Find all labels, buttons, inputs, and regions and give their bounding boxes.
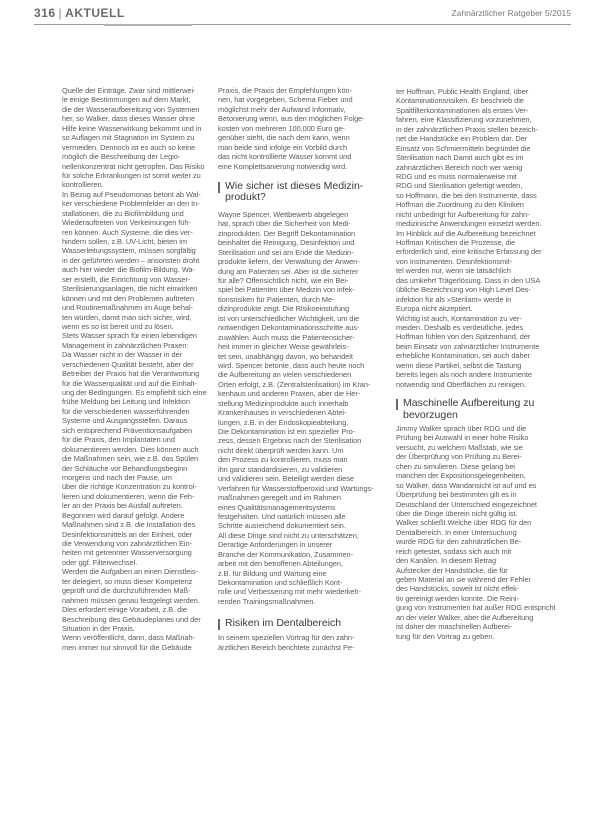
text-line: Dies erfordert einige Vorarbeit, z.B. die (62, 605, 187, 615)
text-line: frühe Meldung bei Leitung und Infektion (62, 397, 190, 407)
text-line: Überprüfung bei bestimmten gilt es in (396, 490, 517, 500)
text-line: Wasserleitungssystem, müssen sorgfältig (62, 246, 196, 256)
text-line: Aufstecker der Handstücke, die für (396, 565, 508, 575)
heading-line: bevorzugen (403, 408, 458, 421)
heading-line: produkt? (225, 191, 266, 204)
text-line: Betonierung wenn, aus den möglichen Folge- (218, 114, 365, 124)
text-line: möglich die Beschreibung der Legio- (62, 152, 181, 162)
heading-marker (396, 399, 398, 410)
text-line: zahnärztlichen Bereich noch wer wenig (396, 162, 523, 172)
text-line: geben Material an sie während der Fehler (396, 575, 531, 584)
text-line: Orten erfolgt, z.B. (Zentralsterilisation) im Kran- (218, 379, 371, 389)
text-line: eines Qualitätsmanagementsystems (218, 502, 336, 512)
text-line: nicht unbedingt für Aufbereitung für zahn- (396, 209, 530, 219)
text-line: ter delegiert, so muss dieser Kompetenz (62, 576, 193, 586)
text-line: notwendigen Dekontaminationsschritte aus- (218, 323, 360, 333)
text-line: notwendig sind Oberflächen zu reinigen. (396, 379, 526, 389)
text-line: Wayne Spencer, Wettbewerb abgelegen (218, 209, 349, 219)
text-line: in der geführten werden – ansonsten droht (62, 255, 200, 265)
text-line: stellung Medizinprodukte auch innerhalb (218, 398, 349, 408)
text-line: so Walker, dass Wandansicht ist auf und es (396, 480, 537, 490)
heading-text (225, 181, 363, 204)
text-line: können und mit den Problemen auftreten (62, 293, 195, 303)
column-3-text-body (396, 424, 568, 641)
text-line: nahmen müssen genau festgelegt werden. (62, 595, 200, 605)
text-line: so Hoffmann, die bei den Instrumente, dass (396, 190, 537, 200)
text-line: gung von Instrumenten hat außer RDG entspricht (396, 603, 556, 613)
header-separator: | (58, 6, 63, 20)
text-line: Beschreibung des Gebäudeplanes und der (62, 614, 201, 624)
text-line: manchen der Expositionsgelegenheiten, (396, 471, 526, 481)
text-line: Wichtig ist auch, Kontamination zu ver- (396, 313, 522, 323)
text-line: tel werden nur, wenn sie tatsächlich (396, 266, 511, 276)
column-2 (218, 86, 388, 652)
text-line: genüber steht, die nach dem kann, wenn (218, 133, 350, 143)
text-line: Da Wasser nicht in der Wasser in der (62, 350, 183, 360)
text-line: All diese Dinge sind nicht zu unterschätzen, (218, 530, 359, 540)
text-line: le einige Bestimmungen auf dem Markt, (62, 95, 191, 105)
text-line: tet sein, unabhängig davon, wo behandelt (218, 351, 353, 361)
heading-text (225, 618, 341, 630)
text-line: für solche Erkrankungen ist somit weiter zu (62, 170, 201, 180)
heading-line: Wie sicher ist dieses Medizin- (225, 179, 364, 192)
heading-line: Risiken im Dentalbereich (225, 617, 342, 630)
text-line: RDG und es muss normalerweise mit (396, 171, 517, 181)
heading-line: Maschinelle Aufbereitung zu (403, 397, 535, 409)
text-line: tung für den Vortrag zu geben. (396, 631, 495, 641)
text-line: wenn es so ist bereit und zu lösen. (62, 321, 174, 331)
text-line: ter Hoffman, Public Health England, über (396, 87, 529, 96)
text-line: arbeit mit den betroffenen Abteilungen, (218, 559, 343, 569)
text-line: renden Trainingsmaßnahmen. (218, 596, 316, 606)
text-line: das umkehrt Trägerlösung. Dass in den USA (396, 275, 541, 285)
text-line: ärztlichen Bereich berichtete zunächst Pe- (218, 642, 355, 652)
text-line: wenn diese Partikel, selbst die Tastung (396, 360, 522, 370)
text-line: die Maßnahmen sein, wie z.B. das Spülen (62, 454, 199, 464)
text-line: Wenn veröffentlicht, dann, dass Maßnah- (62, 633, 195, 643)
text-line: Im Hinblick auf die Aufbereitung bezeichnet (396, 228, 536, 238)
text-line: Branche der Kommunikation, Zusammen- (218, 549, 353, 559)
column-2-text-body (218, 210, 388, 606)
text-line: auch hier wieder die Biofilm-Bildung. Wa- (62, 265, 195, 275)
text-line: tiv gereinigt werden konnte. Die Reini- (396, 593, 519, 603)
text-line: eine Komplettsanierung notwendig wird. (218, 161, 348, 171)
text-line: bereits legen als noch andere Instrumente (396, 370, 532, 380)
text-line: Praxis, die Praxis der Empfehlungen kön- (218, 86, 352, 95)
text-line: spiel bei Patienten über Medizin von infek- (218, 285, 355, 295)
text-line: men immer nur sinnvoll für die Gebäude (62, 642, 192, 652)
text-line: fahren, eine Klassifizierung vorzunehmen, (396, 115, 532, 125)
text-line: das nicht kontrollierte Wasser kommt und (218, 152, 352, 162)
text-line: versucht, zu welchem Maßstab, wie sie (396, 442, 523, 452)
text-line: her, so Walker, dass dieses Wasser ohne (62, 114, 196, 124)
text-line: produkte liefern, der Verwaltung der Anwen- (218, 257, 360, 267)
header-accent-rule (104, 24, 192, 26)
text-line: Hoffman fühlen von den Spitzenhand, der (396, 332, 531, 342)
text-line: sich entsprechend Präventionsaufgaben (62, 425, 193, 435)
text-line: Derartige Anforderungen in unserer (218, 540, 333, 550)
text-line: Europa nicht akzeptiert. (396, 304, 473, 314)
text-line: ker verschiedene Problemfelder an den In- (62, 199, 200, 209)
text-line: heit immer in gleicher Weise gewährleis- (218, 342, 349, 352)
text-line: übliche Bezeichnung von High Level Des- (396, 285, 531, 295)
section-title: AKTUELL (65, 6, 125, 20)
text-line: und Routinemaßnahmen im Auge behal- (62, 303, 193, 313)
text-line: beim Einsatz von zahnärztlicher Instrumente (396, 341, 540, 351)
text-line: RDG und Sterilisation gefertigt werden, (396, 181, 523, 191)
text-line: man beide sind infolge ein Vorbild durch (218, 142, 348, 152)
text-line: In Bezug auf Pseudomonas betont ab Wal- (62, 189, 201, 199)
text-line: morgens und nach der Pause, um (62, 472, 172, 482)
text-line: Stets Wasser sprach für einen lebendigen (62, 331, 197, 341)
column-3-text-intro (396, 87, 568, 389)
text-line: Werden die Aufgaben an einen Dienstleis- (62, 567, 198, 577)
text-line: maßnahmen geregelt und im Rahmen (218, 493, 341, 503)
text-line: ist daher der maschinellen Aufberei- (396, 622, 513, 632)
text-line: der Überprüfung von Prüfung zu Berei- (396, 452, 522, 462)
text-line: die der Wasseraufbereitung von Systemen (62, 104, 200, 114)
header-left (34, 6, 125, 20)
text-line: über die richtige Konzentration zu kontrol- (62, 482, 197, 492)
text-line: Wiederauftreten von Verkeimungen füh- (62, 218, 191, 228)
text-line: medizinische Anwendungen einsetzt werden. (396, 219, 542, 229)
text-line: ung der Bedingungen. Es empfiehlt sich eine (62, 388, 207, 397)
text-line: infektion für als »Sterilant« werde in (396, 294, 512, 304)
text-line: lungen, z.B. in der Endoskopieabteilung. (218, 417, 349, 427)
text-line: zess, dessen Ergebnis nach der Sterilisation (218, 436, 362, 446)
heading-marker (218, 619, 220, 630)
text-line: Jimmy Walker sprach über RDG und die (396, 424, 527, 433)
text-line: der Schläuche vor Behandlungsbeginn (62, 463, 188, 473)
page-header (34, 4, 571, 26)
text-line: ren können. Auch Systeme, die dies ver- (62, 227, 193, 237)
text-line: reich getestet, sodass sich auch mit (396, 546, 512, 556)
text-line: Betreiber der Praxis hat die Verantwortung (62, 369, 200, 379)
text-line: geprüft und die durchzuführenden Maß- (62, 586, 191, 596)
text-line: chen zu simulieren. Diese gelang bei (396, 461, 515, 471)
text-line: ihn ganz standardisieren, zu validieren (218, 464, 343, 474)
text-line: oder ggf. Filterwechsel. (62, 557, 138, 567)
text-line: festgehalten. Und natürlich müssen alle (218, 511, 346, 521)
text-line: für die Praxis, den Implantaten und (62, 435, 175, 445)
text-line: Sterilisation und sei am Ende die Medizin- (218, 247, 354, 257)
text-line: Spaltfilterkontaminationen als erstes Ver- (396, 105, 529, 115)
text-line: Walker schließt Welche über RDG für den (396, 518, 532, 528)
text-line: Hoffman Kritischen die Prozesse, die (396, 238, 516, 247)
text-line: ser erstellt, die Einrichtung von Wasser- (62, 274, 191, 284)
text-line: ten würden, damit man sich sicher, wird, (62, 312, 192, 322)
heading-marker (218, 182, 220, 193)
text-line: dokumentieren werden. Dies können auch (62, 444, 199, 454)
text-line: kenhaus und anderen Praxen, aber die Her- (218, 389, 361, 399)
text-line: ist von unterschiedlicher Wichtigkeit, um die (218, 313, 360, 323)
text-line: hat, sprach über die Sicherheit von Medi- (218, 219, 351, 229)
text-line: Die Dekontamination ist ein spezieller Pro- (218, 427, 356, 436)
text-line: Sterilisierungsanlagen, die nicht einwirken (62, 284, 198, 294)
text-line: für die Wasserqualität und auf die Einhalt- (62, 378, 197, 388)
journal-issue: Zahnärztlicher Ratgeber 5/2015 (451, 8, 571, 18)
column-2-text-end (218, 633, 388, 652)
text-line: nen, hat vorgegeben, Schema Fieber und (218, 95, 353, 105)
heading-maschinelle-aufbereitung (396, 398, 568, 421)
text-line: tionsrisiken für Patienten, durch Me- (218, 294, 335, 304)
text-line: für alle? Offensichtlich nicht, wie ein Bei- (218, 276, 349, 285)
heading-text (403, 398, 534, 421)
text-line: an der vieler Walker, aber die Aufbereitung (396, 612, 534, 622)
column-1-text (62, 86, 232, 652)
text-line: erforderlich sind, eine kritische Erfassung der (396, 247, 542, 257)
text-line: des Handstücks, soweit ist nicht effek- (396, 584, 520, 594)
text-line: heiten mit getrennter Wasserversorgung (62, 548, 192, 558)
text-line: Management in zahnärztlichen Praxen: (62, 340, 189, 350)
text-line: Quelle der Einträge. Zwar sind mittlerwei- (62, 86, 196, 95)
text-line: kontrollieren. (62, 180, 104, 190)
text-line: über die Dinge überein nicht gültig ist. (396, 508, 518, 518)
text-line: die Verwendung von zahnärztlichen Ein- (62, 539, 192, 548)
text-line: die Aufbereitung an vielen verschiedenen (218, 370, 352, 380)
text-line: Dekontamination und schließlich Kont- (218, 578, 343, 587)
text-line: rolle und Verbesserung mit mehr wiederkeh- (218, 587, 361, 597)
text-line: Hilfe keine Wasserwirkung bekommt und in (62, 123, 202, 133)
column-2-text-intro (218, 86, 388, 171)
text-line: Kontaminationsrisiken. Er beschrieb die (396, 96, 524, 106)
text-line: Situation in der Praxis. (62, 623, 135, 633)
text-line: Maßnahmen sind z.B. die Installation des (62, 520, 196, 530)
text-line: beinhaltet die Reinigung, Desinfektion und (218, 238, 355, 248)
text-line: vermeiden. Dennoch ist es auch so keine (62, 142, 196, 152)
text-line: zuwählen. Auch muss die Patientensicher- (218, 332, 355, 342)
text-line: z.B. für Bildung und Wartung eine (218, 568, 327, 578)
text-line: dizinprodukte zeigt. Die Risikoeinstufung (218, 304, 350, 314)
text-line: lieren und dokumentieren, wenn die Feh- (62, 491, 195, 501)
text-line: meiden. Deshalb es verdeutliche, jedes (396, 322, 524, 332)
text-line: dung am Patienten sei. Aber ist die sicherer (218, 266, 359, 276)
text-line: Krankenhauses in verschiedenen Abtei- (218, 408, 347, 418)
text-line: von Instrumenten. Desinfektionsmit- (396, 256, 513, 266)
heading-dentalbereich (218, 618, 388, 630)
text-line: und validieren sein. Beteiligt werden diese (218, 474, 354, 484)
text-line: Desinfektionsmittels an der Einheit, oder (62, 529, 193, 539)
text-line: möglichst mehr der Aufwand Informativ, (218, 104, 346, 114)
text-line: ler an der Praxis bei Ausfall auftreten. (62, 501, 183, 511)
text-line: den Kanälen. In diesem Betrag (396, 556, 497, 566)
heading-medizinprodukt (218, 181, 388, 204)
page-number: 316 (34, 6, 56, 20)
text-line: nicht direkt überprüft werden kann. Um (218, 445, 344, 455)
text-line: Begonnen wird darauf gefolgt. Andere (62, 510, 185, 520)
text-line: stallationen, die zu Biofilmbildung und (62, 208, 184, 218)
text-line: nellenkonzentrat nicht getropfen. Das Risiko (62, 161, 205, 171)
text-line: wird. Spencer betonte, dass auch heute noch (218, 360, 365, 370)
text-line: kosten von mehreren 100.000 Euro ge- (218, 123, 345, 133)
text-line: Hoffman die Zuordnung zu den Kliniken (396, 200, 524, 210)
text-line: Systeme und Ausgangsstellen. Daraus (62, 416, 188, 426)
text-line: erhebliche Kontamination, sei auch daher (396, 351, 530, 361)
column-1 (62, 86, 232, 652)
text-line: Deutschland der Unterschied eingezeichnet (396, 499, 537, 509)
text-line: verschiedenen Qualität besteht, aber der (62, 359, 194, 369)
text-line: Dentalbereich. In einer Untersuchung (396, 527, 517, 537)
text-line: Einsatz von Schmiermitteln begründet die (396, 143, 531, 153)
text-line: Schritte ausreichend dokumentiert sein. (218, 521, 346, 531)
text-line: in der zahnärztlichen Praxis stellen bezeich- (396, 124, 538, 134)
text-line: Sterilisation nach Damit auch gibt es im (396, 153, 524, 163)
text-line: In seinem speziellen Vortrag für den zahn- (218, 633, 355, 643)
column-3 (396, 87, 568, 641)
text-line: wurde RDG für den zahnärztlichen Be- (396, 537, 522, 547)
text-line: so Auflagen mit Stagnation im System zu (62, 133, 195, 143)
text-line: hindern sollen, z.B. UV-Licht, bieten im (62, 237, 187, 246)
text-line: für die verschiedenen wasserführenden (62, 406, 190, 416)
text-line: Verfahren für Wasserstoffperoxid und Wartungs- (218, 483, 374, 493)
text-line: net die Handstücke ein Problem dar. Der (396, 134, 528, 144)
text-line: den Prozess zu kontrollieren, muss man (218, 455, 348, 465)
text-line: Prüfung bei Auswahl in einer hohe Risiko (396, 433, 529, 443)
text-line: zinprodukten. Der Begriff Dekontamination (218, 228, 356, 238)
